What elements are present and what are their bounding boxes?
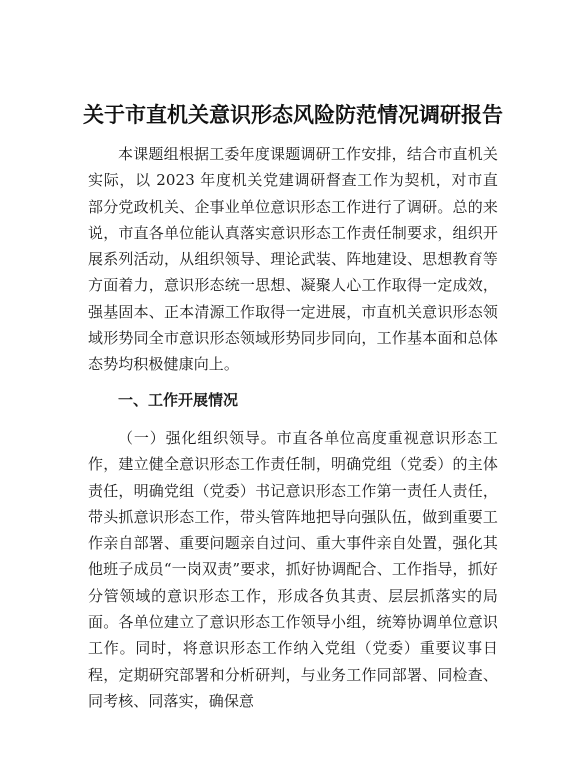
intro-paragraph: 本课题组根据工委年度课题调研工作安排，结合市直机关实际，以 2023 年度机关党建调研督查工作为契机，对市直部分党政机关、企事业单位意识形态工作进行了调研。总的来说，市直各单位能认真落实意识形态工作责任制要求，组织开展系列活动，从组织领导、理论武装、阵地建设、思想教育等方面着力，意识形态统一思想、凝聚人心工作取得一定成效，强基固本、正本清源工作取得一定进展，市直机关意识形态领域形势同全市意识形态领域形势同步同向，工作基本面和总体态势均积极健康向上。 <box>88 145 498 374</box>
document-title: 关于市直机关意识形态风险防范情况调研报告 <box>83 102 503 127</box>
section-heading: 一、工作开展情况 <box>118 391 239 409</box>
organization-leadership-paragraph: （一）强化组织领导。市直各单位高度重视意识形态工作，建立健全意识形态工作责任制，明确党组（党委）的主体责任，明确党组（党委）书记意识形态工作第一责任人责任，带头抓意识形态工作，带头管阵地把导向强队伍，做到重要工作亲自部署、重要问题亲自过问、重大事件亲自处置，强化其他班子成员“一岗双责”要求，抓好协调配合、工作指导，抓好分管领域的意识形态工作，形成各负其责、层层抓落实的局面。各单位建立了意识形态工作领导小组，统筹协调单位意识工作。同时，将意识形态工作纳入党组（党委）重要议事日程，定期研究部署和分析研判，与业务工作同部署、同检查、同考核、同落实，确保意 <box>88 429 498 710</box>
